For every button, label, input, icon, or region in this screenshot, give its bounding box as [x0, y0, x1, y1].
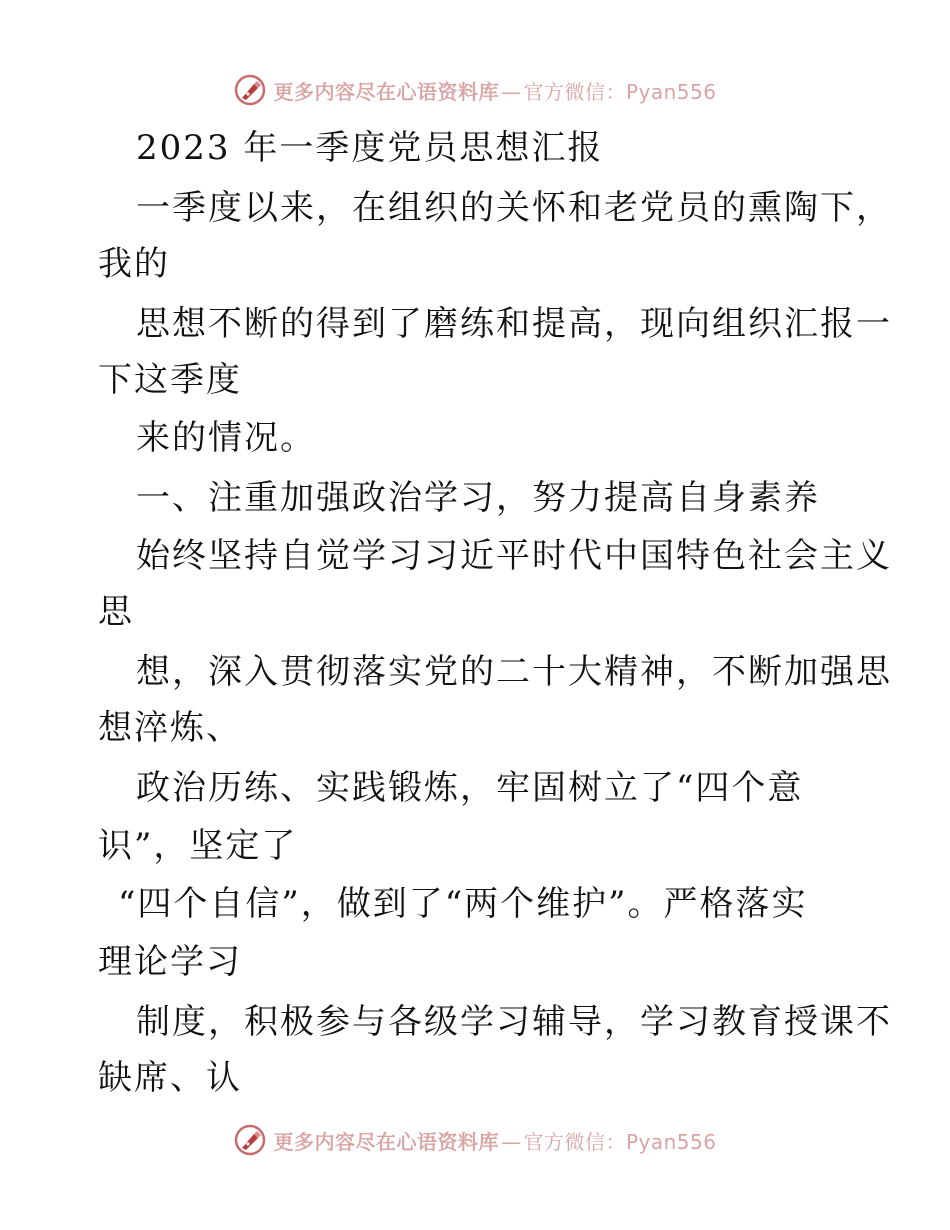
paragraph-line: 理论学习 — [98, 942, 242, 982]
section-heading: 一、注重加强政治学习，努力提高自身素养 — [136, 478, 820, 518]
watermark-suffix-text: 官方微信：Pyan556 — [523, 1129, 717, 1154]
paragraph-line: 识”，坚定了 — [98, 826, 298, 866]
paragraph-line: 我的 — [98, 244, 170, 284]
paragraph-line: 一季度以来，在组织的关怀和老党员的熏陶下， — [136, 188, 892, 228]
footer-watermark — [0, 1120, 950, 1160]
pen-nib-logo-icon — [233, 1123, 267, 1157]
paragraph-line: 来的情况。 — [136, 418, 316, 458]
paragraph-line: 缺席、认 — [98, 1058, 242, 1098]
paragraph-line: 始终坚持自觉学习习近平时代中国特色社会主义 — [136, 536, 892, 576]
watermark-dash: — — [500, 1129, 522, 1154]
watermark-main-text: 更多内容尽在心语资料库 — [273, 79, 499, 104]
watermark-text — [273, 1126, 716, 1155]
watermark-dash: — — [500, 79, 522, 104]
paragraph-line: “四个自信”，做到了“两个维护”。严格落实 — [118, 884, 808, 924]
paragraph-line: 制度，积极参与各级学习辅导，学习教育授课不 — [136, 1002, 892, 1042]
paragraph-line: 想淬炼、 — [98, 708, 242, 748]
watermark-suffix-text: 官方微信：Pyan556 — [523, 79, 717, 104]
watermark-main-text: 更多内容尽在心语资料库 — [273, 1129, 499, 1154]
paragraph-line: 想，深入贯彻落实党的二十大精神，不断加强思 — [136, 652, 892, 692]
paragraph-line: 下这季度 — [98, 360, 242, 400]
document-title: 2023 年一季度党员思想汇报 — [136, 128, 604, 168]
paragraph-line: 思想不断的得到了磨练和提高，现向组织汇报一 — [136, 304, 892, 344]
paragraph-line: 政治历练、实践锻炼，牢固树立了“四个意 — [136, 768, 804, 808]
paragraph-line: 思 — [98, 592, 134, 632]
